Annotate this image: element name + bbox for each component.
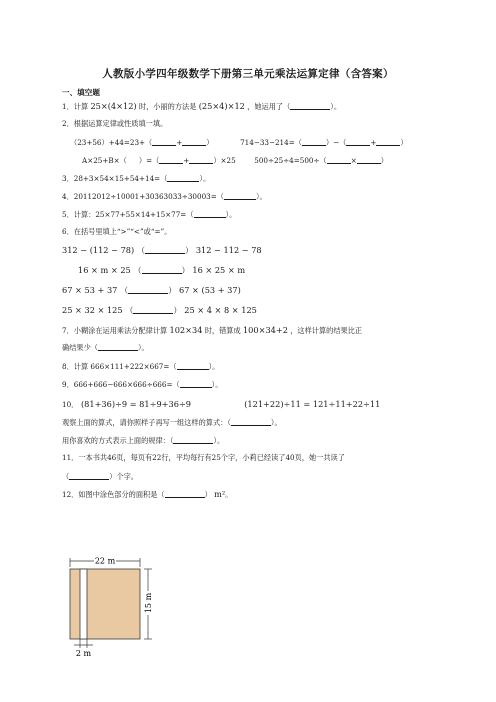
q7-text-a: 7．小糊涂在运用乘法分配律计算 (62, 326, 168, 335)
q1-text-c: ，她运用了（ (247, 102, 291, 111)
answer-blank[interactable] (231, 418, 271, 426)
section-heading: 一、填空题 (62, 88, 100, 97)
paren-open: （ (136, 245, 146, 255)
compare-right: 312 − 112 − 78 (195, 245, 262, 255)
compare-left: 67 × 53 + 37 (62, 285, 118, 295)
paren-close: ） (181, 265, 190, 275)
compare-row (62, 306, 257, 316)
q2-r2-d: ）×25 (213, 156, 236, 165)
answer-blank[interactable] (165, 490, 205, 498)
q10-text-b: ）。 (270, 418, 282, 427)
q9-text-a: 9．666+666−666×666÷666=（ (62, 380, 180, 389)
document-title: 人教版小学四年级数学下册第三单元乘法运算定律（含答案） (102, 68, 394, 80)
answer-blank[interactable] (189, 156, 213, 164)
top-dimension-label: 22 m (94, 556, 116, 566)
q1-text-a: 1．计算 (62, 102, 89, 111)
q4-text-b: ）。 (255, 192, 267, 201)
right-dimension-label: 15 m (144, 592, 153, 614)
question-11: 11．一本书共46页，每页有22行，平均每行有25个字，小莉已经读了40页，她一共读了 (62, 453, 345, 462)
q11-text-b: （ (62, 472, 70, 481)
question-2-row-1 (70, 138, 408, 148)
paren-close: ） (173, 305, 182, 315)
q2-r2-a: A×25+B×（ (82, 156, 127, 165)
unshaded-path (80, 569, 87, 639)
question-2-row-2 (82, 156, 388, 166)
q11-text-c: ）个字。 (109, 472, 138, 481)
question-3 (62, 174, 210, 184)
answer-blank[interactable] (302, 138, 326, 146)
compare-left: 25 × 32 × 125 (62, 305, 123, 315)
answer-blank[interactable] (152, 138, 176, 146)
q2-r2-g: ） (380, 156, 388, 165)
q7-text-d: 确结果少（ (62, 343, 98, 352)
q1-text-b: 时，小丽的方法是 (138, 102, 197, 111)
q1-expression-2: (25×4)×12 (198, 101, 245, 111)
compare-left: 312 − (112 − 78) (62, 245, 135, 255)
q7-text-f: ）。 (137, 343, 149, 352)
q3-text-a: 3．28+3×54×15+54+14=（ (62, 174, 168, 183)
question-4 (62, 192, 267, 202)
q10-text-a: 观察上面的算式，请你照样子再写一组这样的算式：（ (62, 418, 231, 427)
q7-text-b: 时，错算成 (204, 326, 241, 335)
paren-open: （ (125, 305, 134, 315)
paren-close: ） (185, 245, 194, 255)
answer-blank[interactable] (133, 306, 173, 314)
answer-blank[interactable] (224, 192, 256, 200)
answer-blank[interactable] (98, 343, 138, 351)
answer-blank[interactable] (327, 156, 351, 164)
q7-expression-1: 102×34 (169, 325, 203, 335)
question-10 (62, 400, 380, 410)
q1-expression-1: 25×(4×12) (90, 101, 137, 111)
q2-r1-d: 714−33−214=（ (240, 138, 302, 147)
question-7 (62, 326, 362, 336)
q8-text-a: 8．计算 666×111+222×667=（ (62, 362, 177, 371)
answer-blank[interactable] (128, 286, 168, 294)
q12-unit: m² (214, 489, 226, 499)
bottom-dimension-label: 2 m (75, 649, 92, 658)
q3-text-b: ）。 (199, 174, 211, 183)
question-9 (62, 380, 222, 390)
answer-blank[interactable] (290, 102, 330, 110)
paren-close: ） (168, 285, 177, 295)
answer-blank[interactable] (177, 362, 209, 370)
question-11-cont (62, 472, 138, 482)
q5-text-a: 5．计算：25×77+55×14+15×77=（ (62, 210, 194, 219)
question-7-cont (62, 343, 149, 353)
answer-blank[interactable] (145, 246, 185, 254)
compare-right: 16 × 25 × m (192, 265, 246, 275)
paren-open: （ (120, 285, 129, 295)
question-8 (62, 362, 219, 372)
compare-right: 67 × (53 + 37) (179, 285, 241, 295)
q2-r2-f: × (350, 156, 357, 165)
q2-r1-b: + (176, 138, 183, 147)
answer-blank[interactable] (376, 138, 400, 146)
answer-blank[interactable] (194, 210, 226, 218)
q10-expression-2: (121+22)÷11 = 121÷11+22÷11 (244, 399, 381, 409)
q10-text-d: ）。 (213, 436, 225, 445)
compare-row (62, 246, 262, 256)
answer-blank[interactable] (182, 138, 206, 146)
question-12 (62, 490, 232, 500)
q5-text-b: ）。 (225, 210, 237, 219)
area-figure (60, 555, 170, 660)
question-5 (62, 210, 236, 220)
q12-text-a: 12．如图中涂色部分的面积是（ (62, 490, 165, 499)
question-2-head: 2．根据运算定律或性质填一填。 (62, 119, 168, 128)
question-6-head: 6．在括号里填上“>”“<”或“=”。 (62, 227, 172, 236)
compare-right: 25 × 4 × 8 × 125 (184, 305, 257, 315)
q10-expression-1: (81+36)÷9 = 81÷9+36÷9 (80, 399, 192, 409)
q2-r2-c: + (183, 156, 190, 165)
answer-blank[interactable] (357, 156, 381, 164)
q2-r2-e: 500÷25÷4=500÷（ (254, 156, 327, 165)
question-10-line-2 (62, 418, 282, 428)
q2-r1-g: ） (400, 138, 408, 147)
q12-text-c: 。 (225, 490, 233, 499)
q2-r1-e: ）−（ (325, 138, 347, 147)
answer-blank[interactable] (180, 380, 212, 388)
paren-open: （ (133, 265, 142, 275)
q4-text-a: 4．20112012÷10001+30363033÷30003=（ (62, 192, 224, 201)
answer-blank[interactable] (69, 472, 109, 480)
q2-r2-b: ）=（ (138, 156, 160, 165)
answer-blank[interactable] (159, 156, 183, 164)
answer-blank[interactable] (346, 138, 370, 146)
compare-left: 16 × m × 25 (78, 265, 131, 275)
q10-number: 10． (62, 400, 79, 409)
question-10-line-3 (62, 436, 224, 446)
answer-blank[interactable] (173, 436, 213, 444)
answer-blank[interactable] (167, 174, 199, 182)
q2-r1-f: + (370, 138, 377, 147)
q2-r1-a: （23+56）+44=23+（ (70, 138, 153, 147)
q9-text-b: ）。 (211, 380, 223, 389)
q2-r1-c: ） (206, 138, 214, 147)
q12-text-b: ） (204, 490, 212, 499)
q1-text-d: ）。 (330, 102, 342, 111)
q10-text-c: 用你喜欢的方式表示上面的规律：（ (62, 436, 174, 445)
q7-text-c: ，这样计算的结果比正 (290, 326, 363, 335)
compare-row (62, 286, 241, 296)
compare-row (78, 266, 245, 276)
question-1 (62, 102, 341, 112)
q7-expression-2: 100×34+2 (242, 325, 288, 335)
q8-text-b: ）。 (208, 362, 220, 371)
answer-blank[interactable] (142, 266, 182, 274)
